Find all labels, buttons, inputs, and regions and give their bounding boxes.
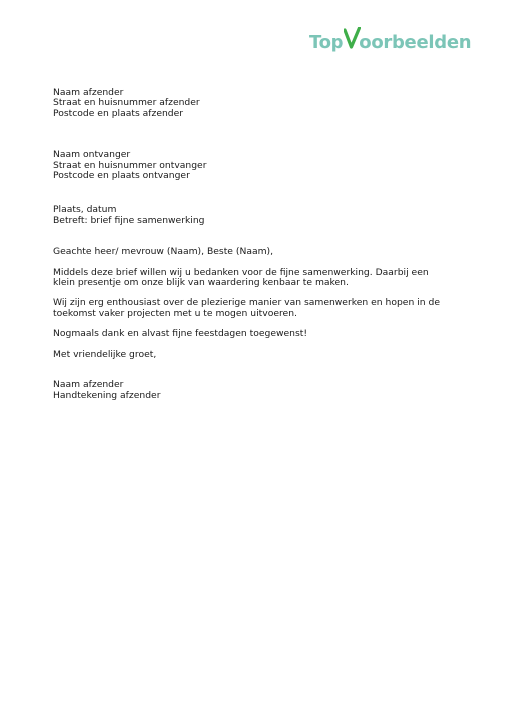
logo-text-voorbeelden: oorbeelden [359,32,472,53]
subject-line: Betreft: brief fijne samenwerking [53,214,205,226]
checkmark-icon [344,30,360,52]
letter-meta [53,205,453,226]
recipient-name: Naam ontvanger [53,149,131,161]
sender-city: Postcode en plaats afzender [53,107,184,119]
place-date: Plaats, datum [53,204,117,216]
recipient-street: Straat en huisnummer ontvanger [53,159,207,171]
signature-line: Handtekening afzender [53,389,161,401]
logo-text-top: Top [309,32,344,53]
signature-name: Naam afzender [53,379,124,391]
salutation: Geachte heer/ mevrouw (Naam), Beste (Naam), [53,246,274,258]
paragraph-enthusiasm: Wij zijn erg enthousiast over de plezierige manier van samenwerken en hopen in de toekomst vaker projecten met u te mogen uitvoeren. [53,297,440,319]
topvoorbeelden-logo [309,28,471,52]
recipient-address [53,150,453,181]
paragraph-thanks: Middels deze brief willen wij u bedanken voor de fijne samenwerking. Daarbij een klein presentje om onze blijk van waardering kenbaar te maken. [53,266,429,289]
closing: Met vriendelijke groet, [53,348,157,360]
sender-address [53,88,453,119]
paragraph-wishes: Nogmaals dank en alvast fijne feestdagen toegewenst! [53,328,308,340]
letter-body [53,88,453,401]
signature-block [53,380,453,401]
sender-name: Naam afzender [53,87,124,98]
recipient-city: Postcode en plaats ontvanger [53,170,190,182]
sender-street: Straat en huisnummer afzender [53,97,200,109]
